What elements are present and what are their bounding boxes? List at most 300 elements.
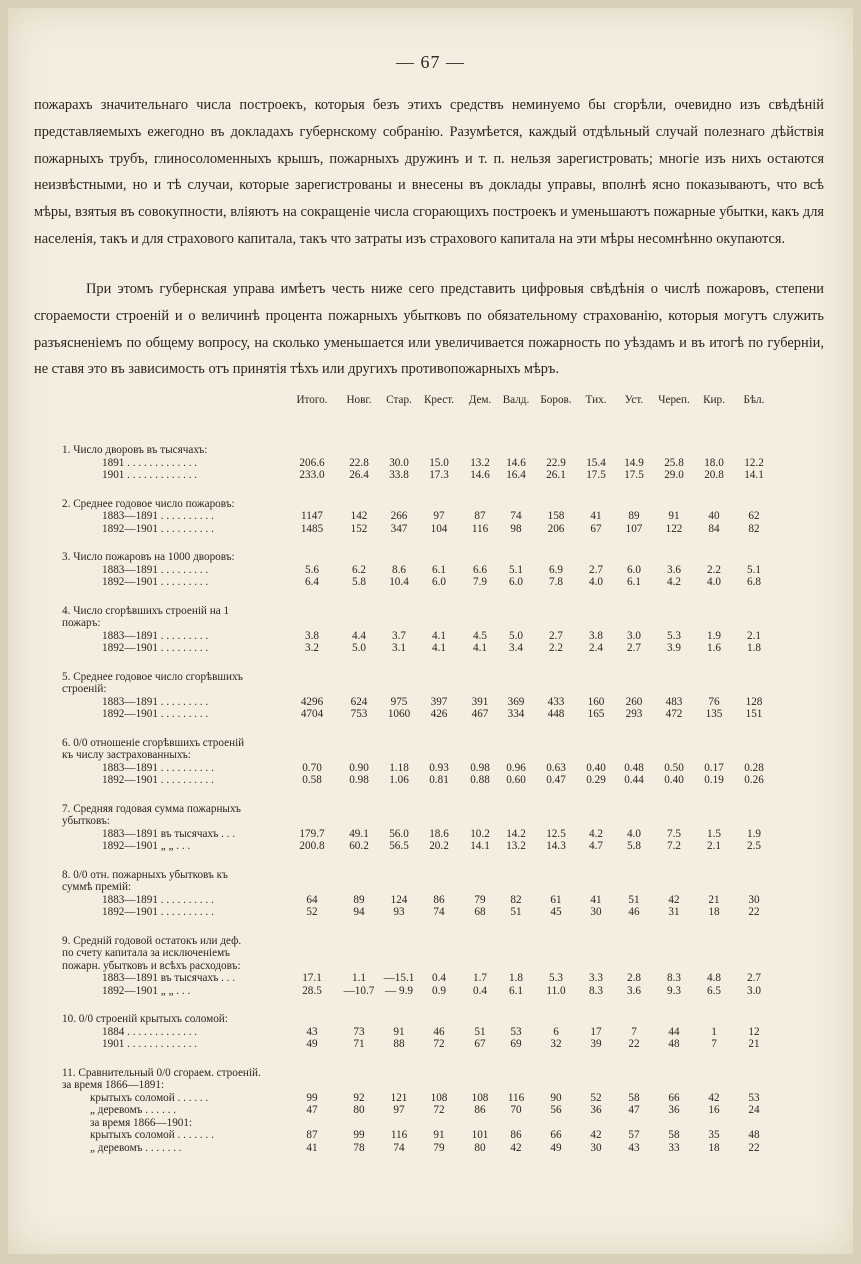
table-cell: 51 xyxy=(628,893,640,906)
table-cell: 1.18 xyxy=(389,761,409,774)
table-cell: 40 xyxy=(708,510,720,522)
table-cell: 74 xyxy=(393,1141,405,1154)
table-cell: 0.98 xyxy=(470,761,490,774)
table-cell: 36 xyxy=(590,1104,602,1116)
table-cell: 7.2 xyxy=(667,840,681,852)
table-cell: — 9.9 xyxy=(385,984,413,997)
table-cell: 66 xyxy=(550,1129,562,1141)
table-cell: 4.1 xyxy=(432,642,446,654)
table-cell: 7 xyxy=(711,1038,717,1050)
table-row xyxy=(62,630,782,643)
table-cell: 26.4 xyxy=(349,469,369,481)
table-cell: 1.9 xyxy=(747,827,761,840)
table-row xyxy=(62,469,782,482)
table-cell: 2.7 xyxy=(747,972,761,984)
table-cell: 69 xyxy=(510,1038,522,1050)
table-cell: 347 xyxy=(390,522,408,535)
table-cell: 1.8 xyxy=(747,642,761,654)
table-cell: 4.8 xyxy=(707,972,721,984)
table-header xyxy=(62,394,782,428)
table-cell: 15.0 xyxy=(429,456,449,469)
table-row xyxy=(62,894,782,907)
table-row xyxy=(62,457,782,470)
table-cell: 72 xyxy=(433,1038,445,1050)
table-cell: 41 xyxy=(306,1141,318,1154)
row-label: 1883—1891 . . . . . . . . . xyxy=(102,695,209,708)
table-cell: 43 xyxy=(628,1141,640,1154)
table-cell: 89 xyxy=(353,893,365,906)
table-cell: 160 xyxy=(587,695,605,708)
column-header: Дем. xyxy=(468,394,492,406)
table-cell: 41 xyxy=(590,893,602,906)
table-cell: 4.4 xyxy=(352,629,366,642)
table-cell: 448 xyxy=(547,708,565,720)
table-cell: 5.3 xyxy=(667,629,681,642)
table-cell: 17.1 xyxy=(302,972,322,984)
table-cell: 6.9 xyxy=(549,563,563,576)
table-cell: 68 xyxy=(474,906,486,918)
table-cell: 6.1 xyxy=(432,563,446,576)
section-label: пожарн. убытковъ и всѣхъ расходовъ: xyxy=(62,959,241,972)
row-label: 1892—1901 „ „ . . . xyxy=(102,840,191,852)
column-header: Бѣл. xyxy=(743,394,765,406)
table-row xyxy=(62,906,782,919)
table-cell: 97 xyxy=(393,1104,405,1116)
table-row xyxy=(62,1026,782,1039)
table-cell: 22 xyxy=(748,1141,760,1154)
table-cell: 48 xyxy=(668,1038,680,1050)
table-cell: 17.3 xyxy=(429,469,449,481)
table-cell: 88 xyxy=(393,1038,405,1050)
column-header: Итого. xyxy=(296,394,328,406)
table-cell: 91 xyxy=(393,1025,405,1038)
table-cell: —15.1 xyxy=(383,972,415,984)
table-cell: 1.1 xyxy=(352,972,366,984)
table-cell: 107 xyxy=(625,522,643,535)
table-cell: 35 xyxy=(708,1129,720,1141)
table-cell: 74 xyxy=(433,906,445,918)
section-label: суммѣ премій: xyxy=(62,881,132,893)
table-cell: 99 xyxy=(306,1091,318,1104)
table-cell: 57 xyxy=(628,1129,640,1141)
table-cell: 5.8 xyxy=(352,576,366,588)
table-cell: 14.1 xyxy=(470,840,490,852)
row-label: 1892—1901 . . . . . . . . . xyxy=(102,642,209,654)
row-label: крытыхъ соломой . . . . . . xyxy=(90,1091,209,1104)
table-cell: 46 xyxy=(628,906,640,918)
table-cell: 30 xyxy=(748,893,760,906)
table-cell: 66 xyxy=(668,1091,680,1104)
column-header: Новг. xyxy=(346,394,372,406)
table-cell: 49 xyxy=(550,1141,562,1154)
column-header: Кир. xyxy=(703,394,725,406)
table-cell: 293 xyxy=(625,708,643,720)
table-cell: 8.3 xyxy=(667,972,681,984)
table-cell: 21 xyxy=(748,1038,760,1050)
row-label: 1883—1891 . . . . . . . . . . xyxy=(102,761,214,774)
table-cell: 64 xyxy=(306,893,318,906)
row-label: 1892—1901 . . . . . . . . . . xyxy=(102,774,214,786)
table-cell: 2.2 xyxy=(707,563,721,576)
row-label: „ деревомъ . . . . . . . xyxy=(90,1141,182,1154)
table-cell: 4.0 xyxy=(589,576,603,588)
table-cell: 25.8 xyxy=(664,456,684,469)
table-row xyxy=(62,1129,782,1142)
table-row xyxy=(62,1104,782,1117)
table-cell: 22.9 xyxy=(546,456,566,469)
table-cell: 42 xyxy=(590,1129,602,1141)
column-header: Стар. xyxy=(386,394,412,406)
table-body xyxy=(62,444,782,1154)
section-label: 6. 0/0 отношеніе сгорѣвшихъ строеній xyxy=(62,736,245,749)
table-cell: 91 xyxy=(433,1129,445,1141)
paragraph: При этомъ губернская управа имѣетъ честь ниже сего представить цифровыя свѣдѣнія о числѣ пожаровъ, степени сгораемости строеній и о величинѣ процента пожарныхъ убытковъ по обязательному страхованію, которыя могутъ служить разъясненіемъ по общему вопросу, на сколько уменьшается или увеличивается пожарность по уѣздамъ и въ итогѣ по губерніи, не ставя это въ зависимость отъ принятія тѣхъ или другихъ противопожарныхъ мѣръ. xyxy=(34,281,824,378)
table-cell: 3.1 xyxy=(392,642,406,654)
table-cell: 2.7 xyxy=(549,629,563,642)
table-cell: 20.8 xyxy=(704,469,724,481)
page-number: — 67 — xyxy=(396,52,465,72)
table-cell: 15.4 xyxy=(586,456,606,469)
table-cell: 67 xyxy=(474,1038,486,1050)
table-cell: 0.90 xyxy=(349,761,369,774)
table-cell: 90 xyxy=(550,1091,562,1104)
table-cell: 45 xyxy=(550,906,562,918)
table-row xyxy=(62,576,782,589)
table-cell: 6.5 xyxy=(707,984,721,997)
column-header: Уст. xyxy=(624,394,644,406)
section-label: 7. Средняя годовая сумма пожарныхъ xyxy=(62,802,241,815)
table-cell: 975 xyxy=(390,695,408,708)
table-cell: 1.5 xyxy=(707,827,721,840)
table-cell: 0.40 xyxy=(586,761,606,774)
table-cell: 97 xyxy=(433,510,445,522)
table-cell: 0.26 xyxy=(744,774,764,786)
table-cell: 47 xyxy=(628,1104,640,1116)
table-cell: 116 xyxy=(507,1091,525,1104)
table-cell: 165 xyxy=(587,708,605,720)
table-cell: 9.3 xyxy=(667,984,681,997)
table-cell: 10.2 xyxy=(470,827,490,840)
section-label: 1. Число дворовъ въ тысячахъ: xyxy=(62,444,208,456)
table-cell: 5.6 xyxy=(305,563,319,576)
table-row xyxy=(62,523,782,536)
row-label: 1892—1901 . . . . . . . . . xyxy=(102,576,209,588)
row-label: 1883—1891 . . . . . . . . . xyxy=(102,563,209,576)
table-cell: 5.0 xyxy=(352,642,366,654)
table-cell: 70 xyxy=(510,1104,522,1116)
table-cell: 4.1 xyxy=(473,642,487,654)
table-cell: 6.0 xyxy=(509,576,523,588)
table-cell: 86 xyxy=(474,1104,486,1116)
table-cell: 369 xyxy=(507,695,525,708)
table-cell: 44 xyxy=(668,1025,680,1038)
section-label: 3. Число пожаровъ на 1000 дворовъ: xyxy=(62,551,235,563)
table-cell: 20.2 xyxy=(429,840,449,852)
table-cell: 48 xyxy=(748,1129,760,1141)
table-cell: 122 xyxy=(665,522,683,535)
table-cell: 3.7 xyxy=(392,629,406,642)
table-cell: 6.4 xyxy=(305,576,319,588)
row-label: 1883—1891 . . . . . . . . . . xyxy=(102,893,214,906)
table-cell: 51 xyxy=(474,1025,486,1038)
table-cell: 4.7 xyxy=(589,840,603,852)
table-cell: 33 xyxy=(668,1141,680,1154)
table-cell: 22.8 xyxy=(349,456,369,469)
table-cell: 6.1 xyxy=(627,576,641,588)
table-cell: 74 xyxy=(510,510,522,522)
table-cell: 67 xyxy=(590,522,602,535)
table-cell: 86 xyxy=(433,893,445,906)
table-cell: 108 xyxy=(430,1091,448,1104)
paragraph: пожарахъ значительнаго числа построекъ, которыя безъ этихъ средствъ неминуемо бы сгорѣли, очевидно изъ свѣдѣній представляемыхъ ежегодно въ докладахъ губернскому собранію. Разумѣется, каждый отдѣльный случай полезнаго дѣйствія пожарныхъ трубъ, глиносоломенныхъ крышъ, пожарныхъ дружинъ и т. п. нельзя зарегистровать; многіе изъ нихъ остаются неизвѣстными, но и тѣ случаи, которые зарегистрованы и внесены въ доклады управы, вполнѣ ясно показываютъ, что всѣ мѣры, взятыя въ совокупности, вліяютъ на сокращеніе числа сгорающихъ построекъ и уменьшаютъ пожарные убытки, какъ для населенія, такъ и для страхового капитала, такъ что затраты изъ страхового капитала на эти мѣры несомнѣнно окупаются. xyxy=(34,97,824,247)
section-label: убытковъ: xyxy=(62,815,110,827)
table-cell: 29.0 xyxy=(664,469,684,481)
table-cell: 4704 xyxy=(300,708,324,720)
table-cell: 753 xyxy=(350,708,368,720)
table-row xyxy=(62,985,782,998)
table-cell: 206.6 xyxy=(299,456,325,469)
section-label: 10. 0/0 строеній крытыхъ соломой: xyxy=(62,1013,228,1025)
table-cell: 80 xyxy=(474,1141,486,1154)
table-cell: 206 xyxy=(547,522,565,535)
table-cell: 426 xyxy=(430,708,448,720)
table-cell: 39 xyxy=(590,1038,602,1050)
table-cell: 108 xyxy=(471,1091,489,1104)
table-cell: 0.93 xyxy=(429,761,449,774)
table-cell: 21 xyxy=(708,893,720,906)
table-cell: 3.9 xyxy=(667,642,681,654)
table-cell: 1485 xyxy=(300,522,324,535)
table-cell: 42 xyxy=(668,893,680,906)
table-cell: 397 xyxy=(430,695,448,708)
table-cell: 0.81 xyxy=(429,774,449,786)
table-cell: 32 xyxy=(550,1038,562,1050)
table-cell: 6.1 xyxy=(509,984,523,997)
table-row xyxy=(62,642,782,655)
table-cell: 16.4 xyxy=(506,469,526,481)
table-cell: 78 xyxy=(353,1141,365,1154)
table-cell: 53 xyxy=(510,1025,522,1038)
table-cell: 14.1 xyxy=(744,469,764,481)
table-cell: 4.5 xyxy=(473,629,487,642)
table-cell: 26.1 xyxy=(546,469,566,481)
table-cell: 151 xyxy=(745,708,763,720)
table-cell: 17.5 xyxy=(586,469,606,481)
table-cell: 13.2 xyxy=(506,840,526,852)
table-cell: 6.6 xyxy=(473,563,487,576)
row-label: 1883—1891 . . . . . . . . . . xyxy=(102,510,214,522)
table-cell: 46 xyxy=(433,1025,445,1038)
table-cell: 1.06 xyxy=(389,774,409,786)
section-label: 4. Число сгорѣвшихъ строеній на 1 xyxy=(62,604,230,617)
table-cell: 0.60 xyxy=(506,774,526,786)
column-header: Валд. xyxy=(502,394,530,406)
table-cell: 0.58 xyxy=(302,774,322,786)
table-cell: 87 xyxy=(306,1129,318,1141)
table-cell: 4.0 xyxy=(707,576,721,588)
row-label: 1892—1901 . . . . . . . . . xyxy=(102,708,209,720)
table-cell: 200.8 xyxy=(299,840,325,852)
table-cell: 7.8 xyxy=(549,576,563,588)
table-cell: —10.7 xyxy=(343,984,375,997)
table-cell: 42 xyxy=(510,1141,522,1154)
document-page xyxy=(8,8,853,1254)
table-cell: 33.8 xyxy=(389,469,409,481)
row-label: 1884 . . . . . . . . . . . . . xyxy=(102,1025,198,1038)
table-cell: 5.1 xyxy=(509,563,523,576)
table-cell: 30.0 xyxy=(389,456,409,469)
table-cell: 42 xyxy=(708,1091,720,1104)
table-cell: 82 xyxy=(748,522,760,535)
table-cell: 7.5 xyxy=(667,827,681,840)
table-cell: 92 xyxy=(353,1091,365,1104)
table-cell: 0.17 xyxy=(704,761,724,774)
row-label: 1883—1891 . . . . . . . . . xyxy=(102,629,209,642)
table-row xyxy=(62,564,782,577)
table-cell: 116 xyxy=(390,1129,408,1141)
table-cell: 4296 xyxy=(300,695,324,708)
section-label: 2. Среднее годовое число пожаровъ: xyxy=(62,497,235,510)
table-cell: 47 xyxy=(306,1104,318,1116)
table-cell: 98 xyxy=(510,522,522,535)
row-label: 1883—1891 въ тысячахъ . . . xyxy=(102,972,236,984)
table-cell: 104 xyxy=(430,522,448,535)
row-label: крытыхъ соломой . . . . . . . xyxy=(90,1129,214,1141)
table-cell: 2.2 xyxy=(549,642,563,654)
table-cell: 11.0 xyxy=(546,984,566,997)
table-cell: 80 xyxy=(353,1104,365,1116)
table-cell: 36 xyxy=(668,1104,680,1116)
row-label: 1883—1891 въ тысячахъ . . . xyxy=(102,827,236,840)
table-cell: 14.3 xyxy=(546,840,566,852)
table-row xyxy=(62,708,782,721)
section-label: за время 1866—1891: xyxy=(62,1079,165,1091)
table-cell: 0.98 xyxy=(349,774,369,786)
table-cell: 71 xyxy=(353,1038,365,1050)
table-cell: 142 xyxy=(350,510,368,522)
table-cell: 56.0 xyxy=(389,827,409,840)
table-cell: 0.40 xyxy=(664,774,684,786)
table-cell: 86 xyxy=(510,1129,522,1141)
table-cell: 13.2 xyxy=(470,456,490,469)
table-cell: 467 xyxy=(471,708,489,720)
table-cell: 472 xyxy=(665,708,683,720)
table-cell: 4.0 xyxy=(627,827,641,840)
table-cell: 17 xyxy=(590,1025,602,1038)
table-cell: 1.6 xyxy=(707,642,721,654)
table-cell: 0.96 xyxy=(506,761,526,774)
section-label: строеній: xyxy=(62,683,107,695)
table-cell: 12.2 xyxy=(744,456,764,469)
table-cell: 0.4 xyxy=(473,984,487,997)
table-cell: 3.6 xyxy=(627,984,641,997)
table-cell: 2.1 xyxy=(707,840,721,852)
table-cell: 1.8 xyxy=(509,972,523,984)
table-cell: 7 xyxy=(631,1025,637,1038)
table-cell: 101 xyxy=(471,1129,489,1141)
table-cell: 0.88 xyxy=(470,774,490,786)
table-cell: 0.50 xyxy=(664,761,684,774)
table-cell: 334 xyxy=(507,708,525,720)
table-cell: 5.1 xyxy=(747,563,761,576)
section-label: 9. Средній годовой остатокъ или деф. xyxy=(62,934,242,947)
table-cell: 233.0 xyxy=(299,469,325,481)
table-cell: 1147 xyxy=(301,510,323,522)
table-cell: 179.7 xyxy=(299,827,325,840)
table-cell: 73 xyxy=(353,1025,365,1038)
table-cell: 56 xyxy=(550,1104,562,1116)
table-cell: 82 xyxy=(510,893,522,906)
table-row xyxy=(62,1142,782,1155)
table-cell: 22 xyxy=(748,906,760,918)
table-cell: 6 xyxy=(553,1025,559,1038)
table-cell: 14.2 xyxy=(506,827,526,840)
table-cell: 18 xyxy=(708,1141,720,1154)
table-cell: 0.29 xyxy=(586,774,606,786)
table-cell: 266 xyxy=(390,510,408,522)
table-cell: 391 xyxy=(471,695,489,708)
table-cell: 1 xyxy=(711,1025,717,1038)
table-cell: 84 xyxy=(708,522,720,535)
row-label: 1892—1901 . . . . . . . . . . xyxy=(102,906,214,918)
statistics-table xyxy=(62,394,782,1154)
table-cell: 158 xyxy=(547,510,565,522)
table-cell: 2.4 xyxy=(589,642,603,654)
table-cell: 3.8 xyxy=(589,629,603,642)
table-cell: 61 xyxy=(550,893,562,906)
table-cell: 49.1 xyxy=(349,827,369,840)
table-cell: 41 xyxy=(590,510,602,522)
table-cell: 1060 xyxy=(387,708,411,720)
table-cell: 0.9 xyxy=(432,984,446,997)
table-cell: 3.3 xyxy=(589,972,603,984)
row-label: 1901 . . . . . . . . . . . . . xyxy=(102,469,198,481)
table-cell: 16 xyxy=(708,1104,720,1116)
table-cell: 0.28 xyxy=(744,761,764,774)
table-cell: 30 xyxy=(590,906,602,918)
table-cell: 2.8 xyxy=(627,972,641,984)
table-cell: 43 xyxy=(306,1025,318,1038)
table-cell: 31 xyxy=(668,906,680,918)
table-cell: 52 xyxy=(590,1091,602,1104)
section-label: 8. 0/0 отн. пожарныхъ убытковъ къ xyxy=(62,868,228,881)
table-cell: 12.5 xyxy=(546,827,566,840)
table-cell: 60.2 xyxy=(349,840,369,852)
table-cell: 5.0 xyxy=(509,629,523,642)
section-label: по счету капитала за исключеніемъ xyxy=(62,947,230,959)
table-cell: 18 xyxy=(708,906,720,918)
table-cell: 0.70 xyxy=(302,761,322,774)
table-cell: 116 xyxy=(471,522,489,535)
section-label: 5. Среднее годовое число сгорѣвшихъ xyxy=(62,670,243,683)
table-cell: 58 xyxy=(668,1129,680,1141)
table-cell: 4.2 xyxy=(667,576,681,588)
table-cell: 433 xyxy=(547,695,565,708)
table-cell: 0.47 xyxy=(546,774,566,786)
table-row xyxy=(62,762,782,775)
table-cell: 79 xyxy=(433,1141,445,1154)
table-cell: 8.6 xyxy=(392,563,406,576)
table-row xyxy=(62,828,782,841)
section-label: 11. Сравнительный 0/0 сгораем. строеній. xyxy=(62,1066,261,1079)
table-cell: 4.2 xyxy=(589,827,603,840)
table-cell: 0.4 xyxy=(432,972,446,984)
table-row xyxy=(62,774,782,787)
table-cell: 152 xyxy=(350,522,368,535)
table-cell: 10.4 xyxy=(389,576,409,588)
table-cell: 91 xyxy=(668,510,680,522)
table-cell: 58 xyxy=(628,1091,640,1104)
